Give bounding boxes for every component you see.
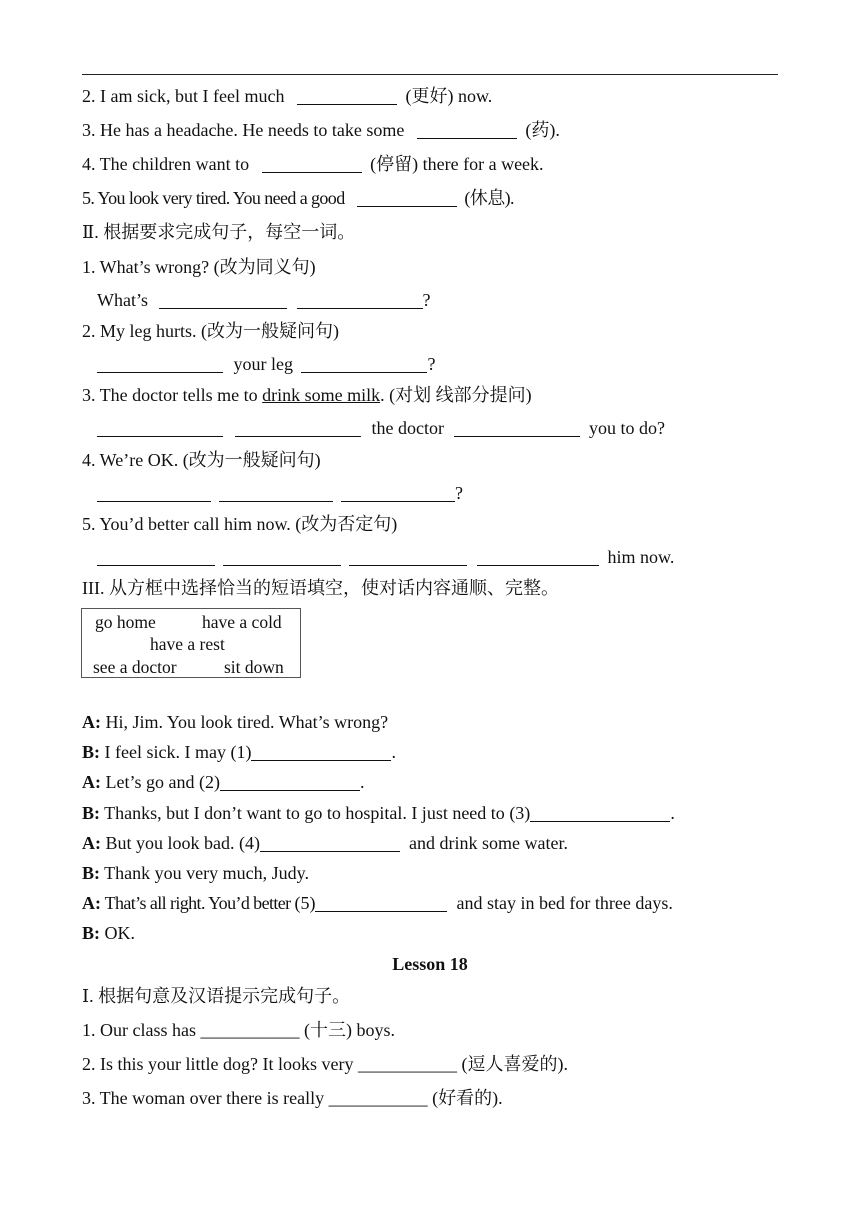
- exercise-item: 1. Our class has ___________ (十三) boys.: [82, 1020, 395, 1040]
- dialogue-line: B: Thank you very much, Judy.: [82, 863, 309, 883]
- exercise-2-2: 2. My leg hurts. (改为一般疑问句): [82, 321, 339, 341]
- exercise-2-5-answer: him now.: [97, 545, 674, 569]
- dialogue-line: A: But you look bad. (4) and drink some water.: [82, 833, 568, 853]
- answer-blank[interactable]: [301, 354, 427, 373]
- answer-blank[interactable]: [97, 483, 211, 502]
- dialogue-line: A: Hi, Jim. You look tired. What’s wrong?: [82, 712, 389, 732]
- answer-blank[interactable]: [97, 354, 223, 373]
- exercise-2-3: 3. The doctor tells me to drink some milk. (对划 线部分提问): [82, 385, 532, 405]
- exercise-2-4: 4. We’re OK. (改为一般疑问句): [82, 450, 321, 470]
- answer-blank[interactable]: [297, 290, 423, 309]
- exercise-2-1: 1. What’s wrong? (改为同义句): [82, 257, 316, 277]
- exercise-2-5: 5. You’d better call him now. (改为否定句): [82, 514, 398, 534]
- dialogue-line: B: I feel sick. I may (1) .: [82, 742, 396, 762]
- answer-blank[interactable]: [454, 418, 580, 437]
- phrase-option: have a rest: [150, 634, 225, 654]
- answer-blank[interactable]: [235, 418, 361, 437]
- lesson-title: Lesson 18: [392, 954, 468, 974]
- section-2-heading: Ⅱ. 根据要求完成句子，每空一词。: [82, 222, 356, 242]
- answer-blank[interactable]: [251, 742, 391, 761]
- exercise-2-3-answer: the doctor you to do?: [97, 416, 665, 440]
- phrase-option: see a doctor: [93, 657, 177, 677]
- answer-blank[interactable]: [219, 483, 333, 502]
- answer-blank[interactable]: [315, 893, 447, 912]
- answer-blank[interactable]: [341, 483, 455, 502]
- exercise-item: 3. The woman over there is really ___________ (好看的).: [82, 1088, 503, 1108]
- answer-blank[interactable]: [223, 547, 341, 566]
- answer-blank[interactable]: [97, 418, 223, 437]
- exercise-1-3: 3. He has a headache. He needs to take some (药).: [82, 120, 560, 140]
- phrase-option: go home: [95, 612, 156, 632]
- exercise-2-2-answer: your leg ?: [97, 352, 435, 376]
- phrase-option: sit down: [224, 657, 284, 677]
- answer-blank[interactable]: [349, 547, 467, 566]
- exercise-1-4: 4. The children want to (停留) there for a week.: [82, 154, 544, 174]
- answer-blank[interactable]: [357, 188, 457, 207]
- answer-blank[interactable]: [97, 547, 215, 566]
- phrase-option: have a cold: [202, 612, 282, 632]
- answer-blank[interactable]: [297, 86, 397, 105]
- answer-blank[interactable]: [220, 772, 360, 791]
- answer-blank[interactable]: [477, 547, 599, 566]
- answer-blank[interactable]: [260, 833, 400, 852]
- exercise-item: 2. Is this your little dog? It looks very ___________ (逗人喜爱的).: [82, 1054, 568, 1074]
- dialogue-line: B: OK.: [82, 923, 135, 943]
- section-3-heading: III. 从方框中选择恰当的短语填空，使对话内容通顺、完整。: [82, 578, 559, 598]
- answer-blank[interactable]: [530, 803, 670, 822]
- dialogue-line: B: Thanks, but I don’t want to go to hospital. I just need to (3) .: [82, 803, 675, 823]
- answer-blank[interactable]: [417, 120, 517, 139]
- underlined-phrase: drink some milk: [262, 385, 381, 405]
- top-rule: [82, 74, 778, 75]
- answer-blank[interactable]: [159, 290, 287, 309]
- exercise-2-4-answer: ?: [97, 481, 463, 505]
- exercise-2-1-answer: What’s ?: [97, 290, 431, 310]
- dialogue-line: A: That’s all right. You’d better (5) and stay in bed for three days.: [82, 893, 673, 913]
- exercise-1-5: 5. You look very tired. You need a good (休息).: [82, 188, 514, 208]
- phrase-box: [81, 608, 301, 678]
- answer-blank[interactable]: [262, 154, 362, 173]
- dialogue-line: A: Let’s go and (2) .: [82, 772, 365, 792]
- section-1-heading: Ⅰ. 根据句意及汉语提示完成句子。: [82, 986, 351, 1006]
- exercise-1-2: 2. I am sick, but I feel much (更好) now.: [82, 86, 493, 106]
